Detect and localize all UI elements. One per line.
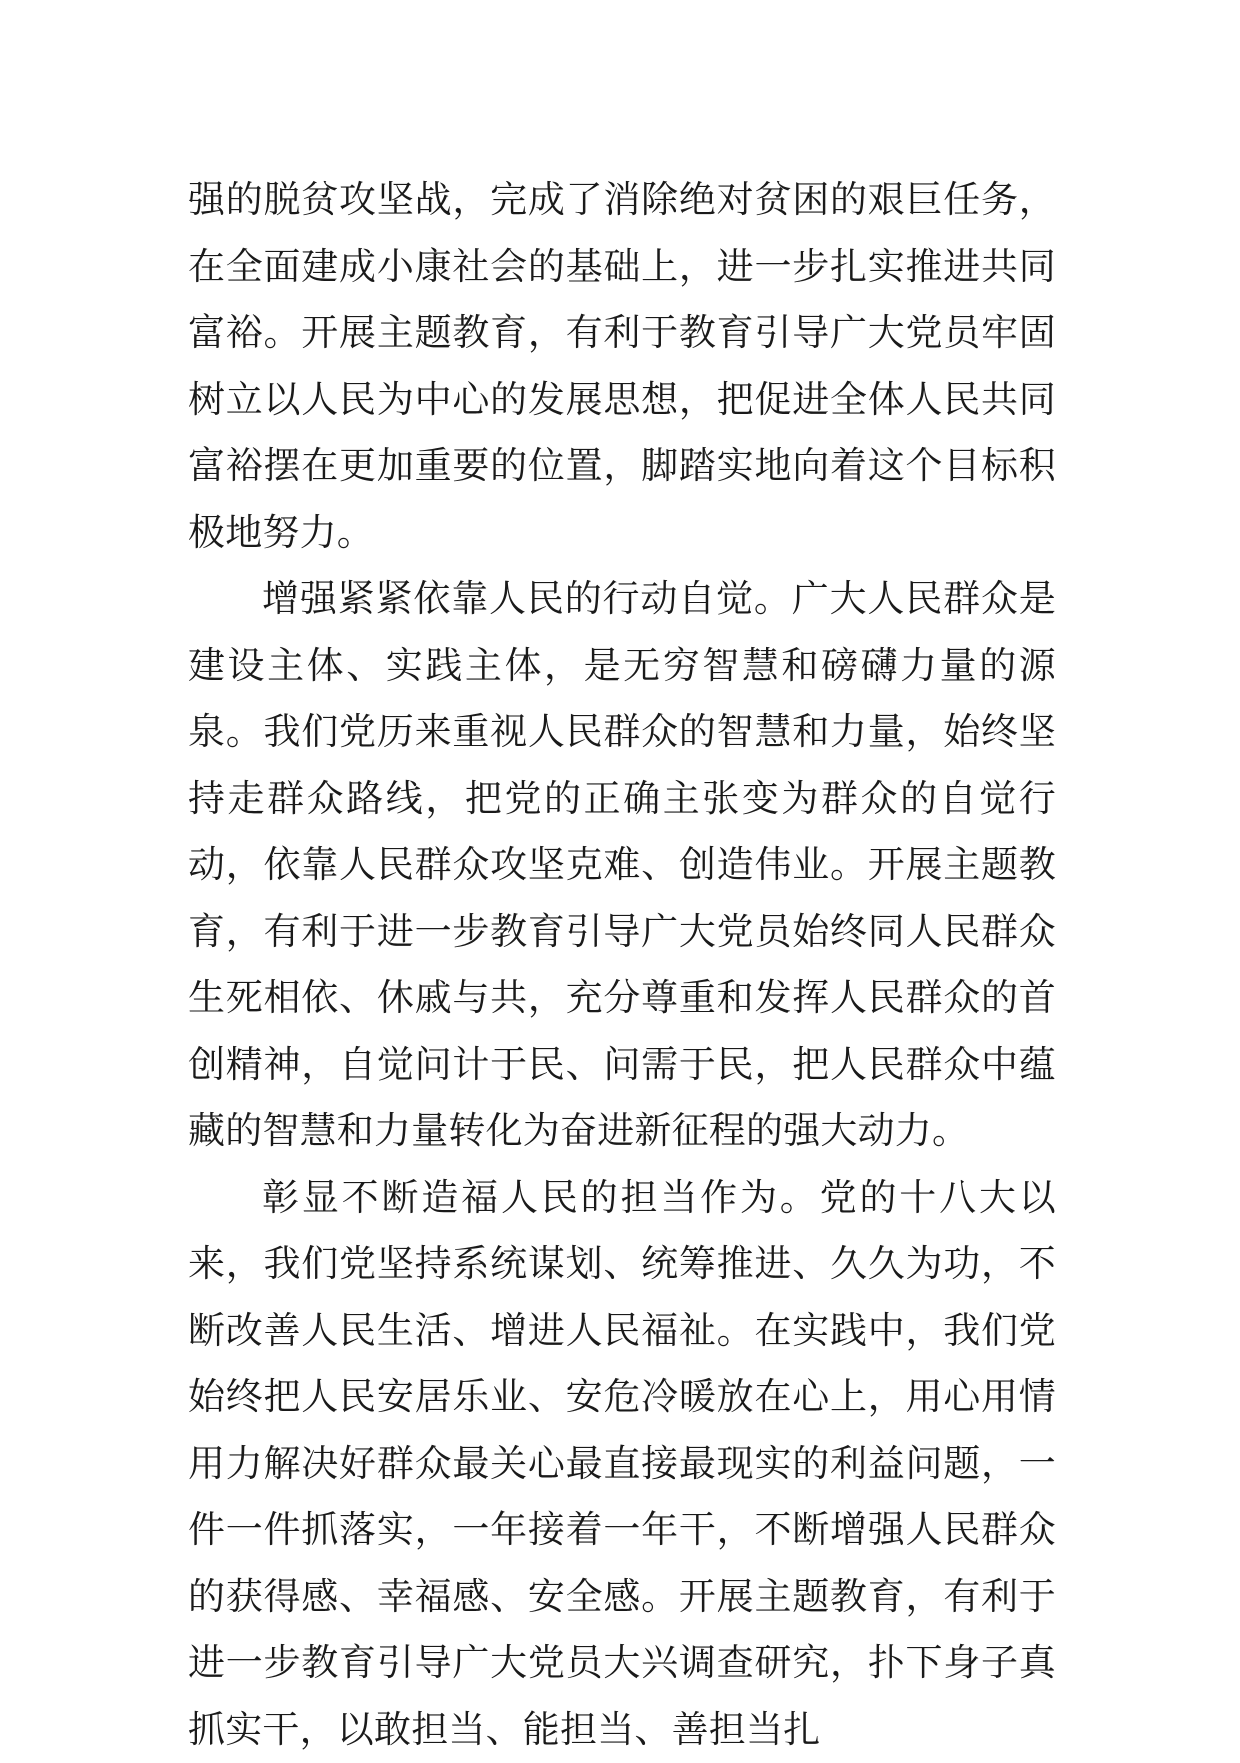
paragraph-continued: 强的脱贫攻坚战，完成了消除绝对贫困的艰巨任务，在全面建成小康社会的基础上，进一步扎实推进共同富裕。开展主题教育，有利于教育引导广大党员牢固树立以人民为中心的发展思想，把促进全体人民共同富裕摆在更加重要的位置，脚踏实地向着这个目标积极地努力。 [188, 167, 1056, 566]
paragraph-benefit-people: 彰显不断造福人民的担当作为。党的十八大以来，我们党坚持系统谋划、统筹推进、久久为功，不断改善人民生活、增进人民福祉。在实践中，我们党始终把人民安居乐业、安危冷暖放在心上，用心用情用力解决好群众最关心最直接最现实的利益问题，一件一件抓落实，一年接着一年干，不断增强人民群众的获得感、幸福感、安全感。开展主题教育，有利于进一步教育引导广大党员大兴调查研究，扑下身子真抓实干，以敢担当、能担当、善担当扎 [188, 1165, 1056, 1763]
document-body [188, 167, 1056, 1763]
paragraph-rely-on-people: 增强紧紧依靠人民的行动自觉。广大人民群众是建设主体、实践主体，是无穷智慧和磅礴力量的源泉。我们党历来重视人民群众的智慧和力量，始终坚持走群众路线，把党的正确主张变为群众的自觉行动，依靠人民群众攻坚克难、创造伟业。开展主题教育，有利于进一步教育引导广大党员始终同人民群众生死相依、休戚与共，充分尊重和发挥人民群众的首创精神，自觉问计于民、问需于民，把人民群众中蕴藏的智慧和力量转化为奋进新征程的强大动力。 [188, 566, 1056, 1165]
